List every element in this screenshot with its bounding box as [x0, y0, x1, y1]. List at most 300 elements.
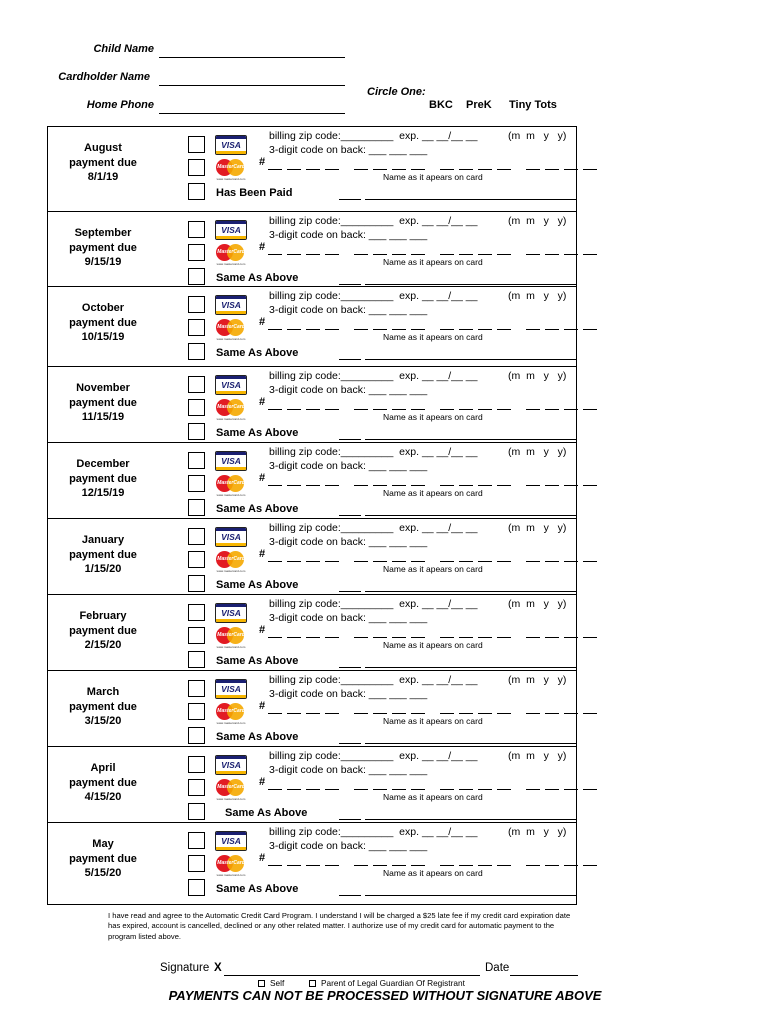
card-digit-blank[interactable]: [545, 713, 559, 714]
card-digit-blank[interactable]: [459, 561, 473, 562]
name-on-card-field[interactable]: [365, 591, 576, 592]
card-digit-blank[interactable]: [411, 329, 425, 330]
visa-checkbox[interactable]: [188, 680, 205, 697]
name-initial-blank[interactable]: [339, 284, 361, 285]
visa-text: VISA: [221, 760, 241, 770]
card-digit-blank[interactable]: [583, 254, 597, 255]
security-code-field[interactable]: 3-digit code on back: ___ ___ ___: [269, 229, 428, 241]
status-checkbox[interactable]: [188, 651, 205, 668]
name-initial-blank[interactable]: [339, 199, 361, 200]
security-code-field[interactable]: 3-digit code on back: ___ ___ ___: [269, 144, 428, 156]
card-digit-blank[interactable]: [354, 409, 368, 410]
signature-field[interactable]: [224, 975, 480, 976]
month-label: [48, 837, 158, 881]
payment-due-label: payment due: [69, 700, 137, 713]
card-digit-blank[interactable]: [306, 637, 320, 638]
status-checkbox[interactable]: [188, 423, 205, 440]
card-digit-blank[interactable]: [478, 637, 492, 638]
card-digit-blank[interactable]: [459, 169, 473, 170]
card-digit-blank[interactable]: [325, 713, 339, 714]
status-label: Same As Above: [216, 347, 299, 359]
card-digit-blank[interactable]: [545, 637, 559, 638]
billing-zip-exp-field[interactable]: billing zip code:_________ exp. __ __/__ __: [269, 750, 478, 762]
card-digit-blank[interactable]: [440, 254, 454, 255]
card-digit-blank[interactable]: [268, 637, 282, 638]
month-name: November: [76, 382, 130, 394]
card-digit-blank[interactable]: [459, 865, 473, 866]
card-digit-blank[interactable]: [497, 637, 511, 638]
card-digit-blank[interactable]: [354, 254, 368, 255]
name-initial-blank[interactable]: [339, 743, 361, 744]
card-digit-blank[interactable]: [564, 865, 578, 866]
due-date: 11/15/19: [81, 411, 125, 423]
card-digit-blank[interactable]: [459, 409, 473, 410]
card-digit-blank[interactable]: [440, 637, 454, 638]
mastercard-logo: [215, 398, 247, 420]
card-digit-blank[interactable]: [268, 329, 282, 330]
visa-checkbox[interactable]: [188, 452, 205, 469]
card-digit-blank[interactable]: [306, 713, 320, 714]
visa-checkbox[interactable]: [188, 604, 205, 621]
billing-zip-exp-field[interactable]: billing zip code:_________ exp. __ __/__ __: [269, 674, 478, 686]
mastercard-url: www.mastercard.com: [216, 645, 246, 649]
card-digit-blank[interactable]: [287, 329, 301, 330]
card-digit-blank[interactable]: [325, 329, 339, 330]
mastercard-checkbox[interactable]: [188, 855, 205, 872]
name-on-card-field[interactable]: [365, 284, 576, 285]
card-digit-blank[interactable]: [411, 409, 425, 410]
mastercard-checkbox[interactable]: [188, 779, 205, 796]
card-digit-blank[interactable]: [526, 789, 540, 790]
card-number-hash: #: [259, 776, 266, 788]
mastercard-url: www.mastercard.com: [216, 873, 246, 877]
card-digit-blank[interactable]: [545, 329, 559, 330]
card-digit-blank[interactable]: [287, 485, 301, 486]
card-digit-blank[interactable]: [306, 254, 320, 255]
date-field[interactable]: [510, 975, 578, 976]
name-on-card-field[interactable]: [365, 359, 576, 360]
card-digit-blank[interactable]: [392, 409, 406, 410]
card-digit-blank[interactable]: [354, 169, 368, 170]
card-digit-blank[interactable]: [354, 865, 368, 866]
card-digit-blank[interactable]: [325, 561, 339, 562]
card-digit-blank[interactable]: [411, 561, 425, 562]
card-digit-blank[interactable]: [497, 713, 511, 714]
billing-zip-exp-field[interactable]: billing zip code:_________ exp. __ __/__ __: [269, 446, 478, 458]
card-digit-blank[interactable]: [440, 789, 454, 790]
card-digit-blank[interactable]: [583, 409, 597, 410]
name-initial-blank[interactable]: [339, 667, 361, 668]
security-code-field[interactable]: 3-digit code on back: ___ ___ ___: [269, 460, 428, 472]
card-digit-blank[interactable]: [459, 713, 473, 714]
card-digit-blank[interactable]: [325, 637, 339, 638]
mastercard-checkbox[interactable]: [188, 244, 205, 261]
billing-zip-exp-field[interactable]: billing zip code:_________ exp. __ __/__ __: [269, 290, 478, 302]
card-digit-blank[interactable]: [411, 485, 425, 486]
visa-stripe: [216, 376, 246, 379]
billing-zip-exp-field[interactable]: billing zip code:_________ exp. __ __/__ __: [269, 370, 478, 382]
card-digit-blank[interactable]: [526, 865, 540, 866]
card-digit-blank[interactable]: [583, 637, 597, 638]
mastercard-checkbox[interactable]: [188, 551, 205, 568]
mastercard-text: MasterCard: [217, 632, 245, 638]
name-on-card-hint: Name as it apears on card: [383, 488, 483, 498]
payment-row: [48, 287, 576, 367]
payment-row: [48, 519, 576, 595]
card-digit-blank[interactable]: [373, 485, 387, 486]
card-digit-blank[interactable]: [583, 789, 597, 790]
card-digit-blank[interactable]: [526, 637, 540, 638]
status-checkbox[interactable]: [188, 343, 205, 360]
billing-zip-exp-field[interactable]: billing zip code:_________ exp. __ __/__ __: [269, 130, 478, 142]
status-checkbox[interactable]: [188, 499, 205, 516]
card-digit-blank[interactable]: [526, 485, 540, 486]
card-digit-blank[interactable]: [306, 409, 320, 410]
card-digit-blank[interactable]: [392, 329, 406, 330]
signature-label: Signature: [160, 962, 210, 974]
card-digit-blank[interactable]: [411, 169, 425, 170]
parent-checkbox[interactable]: [309, 980, 316, 987]
card-digit-blank[interactable]: [354, 329, 368, 330]
security-code-field[interactable]: 3-digit code on back: ___ ___ ___: [269, 840, 428, 852]
name-on-card-field[interactable]: [365, 743, 576, 744]
card-digit-blank[interactable]: [373, 713, 387, 714]
card-digit-blank[interactable]: [583, 865, 597, 866]
card-digit-blank[interactable]: [545, 789, 559, 790]
cardholder-name-field[interactable]: [159, 85, 345, 86]
card-digit-blank[interactable]: [440, 561, 454, 562]
visa-logo: [215, 603, 247, 623]
card-digit-blank[interactable]: [459, 485, 473, 486]
parent-option[interactable]: [309, 978, 465, 988]
billing-zip-exp-field[interactable]: billing zip code:_________ exp. __ __/__ __: [269, 598, 478, 610]
card-digit-blank[interactable]: [268, 713, 282, 714]
card-digit-blank[interactable]: [497, 254, 511, 255]
card-digit-blank[interactable]: [545, 485, 559, 486]
card-digit-blank[interactable]: [440, 865, 454, 866]
mastercard-checkbox[interactable]: [188, 159, 205, 176]
payment-row: [48, 671, 576, 747]
visa-checkbox[interactable]: [188, 528, 205, 545]
month-label: [48, 609, 158, 653]
visa-checkbox[interactable]: [188, 221, 205, 238]
card-digit-blank[interactable]: [564, 329, 578, 330]
card-digit-blank[interactable]: [268, 169, 282, 170]
card-digit-blank[interactable]: [497, 485, 511, 486]
card-digit-blank[interactable]: [392, 169, 406, 170]
visa-stripe: [216, 847, 246, 850]
card-digit-blank[interactable]: [478, 865, 492, 866]
card-digit-blank[interactable]: [440, 713, 454, 714]
card-digit-blank[interactable]: [411, 254, 425, 255]
status-checkbox[interactable]: [188, 575, 205, 592]
self-option[interactable]: [258, 978, 284, 988]
card-digit-blank[interactable]: [497, 329, 511, 330]
due-date: 10/15/19: [81, 331, 125, 343]
payment-due-label: payment due: [69, 396, 137, 409]
card-digit-blank[interactable]: [325, 409, 339, 410]
visa-checkbox[interactable]: [188, 136, 205, 153]
child-name-field[interactable]: [159, 57, 345, 58]
name-on-card-field[interactable]: [365, 515, 576, 516]
status-checkbox[interactable]: [188, 803, 205, 820]
signature-x-mark: X: [214, 962, 222, 974]
name-initial-blank[interactable]: [339, 359, 361, 360]
agreement-text: I have read and agree to the Automatic Credit Card Program. I understand I will be charged a $25 late fee if my credit card expiration date has expired, account is cancelled, declined or any other related matter. I authorize use of my credit card for automatic payment to the program listed above.: [108, 911, 571, 941]
card-digit-blank[interactable]: [440, 169, 454, 170]
status-checkbox[interactable]: [188, 879, 205, 896]
payment-row: [48, 127, 576, 212]
mastercard-checkbox[interactable]: [188, 627, 205, 644]
mastercard-url: www.mastercard.com: [216, 721, 246, 725]
security-code-field[interactable]: 3-digit code on back: ___ ___ ___: [269, 536, 428, 548]
card-digit-blank[interactable]: [545, 254, 559, 255]
card-digit-blank[interactable]: [526, 254, 540, 255]
card-digit-blank[interactable]: [373, 561, 387, 562]
card-digit-blank[interactable]: [354, 789, 368, 790]
security-code-field[interactable]: 3-digit code on back: ___ ___ ___: [269, 688, 428, 700]
name-initial-blank[interactable]: [339, 819, 361, 820]
card-digit-blank[interactable]: [373, 637, 387, 638]
card-digit-blank[interactable]: [526, 329, 540, 330]
card-digit-blank[interactable]: [287, 561, 301, 562]
card-digit-blank[interactable]: [354, 713, 368, 714]
card-digit-blank[interactable]: [306, 329, 320, 330]
payment-row: [48, 747, 576, 823]
name-initial-blank[interactable]: [339, 515, 361, 516]
name-on-card-field[interactable]: [365, 199, 576, 200]
due-date: 2/15/20: [84, 639, 122, 651]
card-digit-blank[interactable]: [392, 637, 406, 638]
card-digit-blank[interactable]: [440, 485, 454, 486]
payment-due-label: payment due: [69, 316, 137, 329]
card-digit-blank[interactable]: [526, 409, 540, 410]
visa-checkbox[interactable]: [188, 296, 205, 313]
mastercard-url: www.mastercard.com: [216, 569, 246, 573]
card-digit-blank[interactable]: [268, 789, 282, 790]
date-format-hint: (m m y y): [508, 215, 567, 227]
card-digit-blank[interactable]: [564, 561, 578, 562]
card-digit-blank[interactable]: [459, 637, 473, 638]
card-digit-blank[interactable]: [354, 637, 368, 638]
card-digit-blank[interactable]: [325, 789, 339, 790]
card-digit-blank[interactable]: [411, 713, 425, 714]
card-digit-blank[interactable]: [478, 329, 492, 330]
name-on-card-field[interactable]: [365, 895, 576, 896]
card-digit-blank[interactable]: [526, 713, 540, 714]
card-digit-blank[interactable]: [583, 329, 597, 330]
visa-text: VISA: [221, 532, 241, 542]
card-digit-blank[interactable]: [325, 485, 339, 486]
status-checkbox[interactable]: [188, 727, 205, 744]
card-digit-blank[interactable]: [287, 637, 301, 638]
card-digit-blank[interactable]: [287, 713, 301, 714]
card-digit-blank[interactable]: [583, 485, 597, 486]
card-digit-blank[interactable]: [545, 169, 559, 170]
payment-row: [48, 595, 576, 671]
card-digit-blank[interactable]: [564, 789, 578, 790]
mastercard-text: MasterCard: [217, 556, 245, 562]
card-digit-blank[interactable]: [564, 254, 578, 255]
visa-checkbox[interactable]: [188, 832, 205, 849]
name-initial-blank[interactable]: [339, 439, 361, 440]
month-label: [48, 457, 158, 501]
visa-logo: [215, 831, 247, 851]
card-digit-blank[interactable]: [564, 409, 578, 410]
visa-stripe: [216, 151, 246, 154]
name-initial-blank[interactable]: [339, 591, 361, 592]
mastercard-text: MasterCard: [217, 708, 245, 714]
security-code-field[interactable]: 3-digit code on back: ___ ___ ___: [269, 612, 428, 624]
card-digit-blank[interactable]: [373, 789, 387, 790]
card-digit-blank[interactable]: [545, 409, 559, 410]
card-digit-blank[interactable]: [392, 561, 406, 562]
option-tiny-tots[interactable]: Tiny Tots: [509, 99, 557, 111]
visa-logo: [215, 527, 247, 547]
mastercard-logo: [215, 474, 247, 496]
visa-text: VISA: [221, 684, 241, 694]
card-digit-blank[interactable]: [373, 169, 387, 170]
card-digit-blank[interactable]: [459, 254, 473, 255]
card-digit-blank[interactable]: [268, 865, 282, 866]
card-digit-blank[interactable]: [392, 713, 406, 714]
visa-checkbox[interactable]: [188, 376, 205, 393]
name-on-card-field[interactable]: [365, 439, 576, 440]
visa-checkbox[interactable]: [188, 756, 205, 773]
card-digit-blank[interactable]: [287, 789, 301, 790]
payment-schedule-table: [47, 126, 577, 905]
card-digit-blank[interactable]: [583, 561, 597, 562]
card-digit-blank[interactable]: [325, 254, 339, 255]
card-digit-blank[interactable]: [545, 561, 559, 562]
card-digit-blank[interactable]: [325, 169, 339, 170]
billing-zip-exp-field[interactable]: billing zip code:_________ exp. __ __/__ __: [269, 826, 478, 838]
card-digit-blank[interactable]: [478, 485, 492, 486]
card-digit-blank[interactable]: [392, 789, 406, 790]
visa-logo: [215, 755, 247, 775]
card-digit-blank[interactable]: [459, 329, 473, 330]
card-digit-blank[interactable]: [306, 789, 320, 790]
card-digit-blank[interactable]: [545, 865, 559, 866]
card-digit-blank[interactable]: [392, 865, 406, 866]
status-label: Same As Above: [216, 579, 299, 591]
card-digit-blank[interactable]: [583, 169, 597, 170]
mastercard-text: MasterCard: [217, 784, 245, 790]
card-digit-blank[interactable]: [306, 485, 320, 486]
card-digit-blank[interactable]: [268, 254, 282, 255]
card-digit-blank[interactable]: [411, 865, 425, 866]
card-digit-blank[interactable]: [373, 865, 387, 866]
mastercard-url: www.mastercard.com: [216, 797, 246, 801]
card-digit-blank[interactable]: [497, 865, 511, 866]
card-digit-blank[interactable]: [392, 485, 406, 486]
card-digit-blank[interactable]: [268, 485, 282, 486]
card-digit-blank[interactable]: [526, 561, 540, 562]
card-digit-blank[interactable]: [287, 865, 301, 866]
status-checkbox[interactable]: [188, 268, 205, 285]
card-digit-blank[interactable]: [287, 169, 301, 170]
mastercard-checkbox[interactable]: [188, 319, 205, 336]
card-digit-blank[interactable]: [373, 329, 387, 330]
security-code-field[interactable]: 3-digit code on back: ___ ___ ___: [269, 304, 428, 316]
name-initial-blank[interactable]: [339, 895, 361, 896]
card-digit-blank[interactable]: [440, 409, 454, 410]
due-date: 4/15/20: [84, 791, 122, 803]
card-digit-blank[interactable]: [583, 713, 597, 714]
card-digit-blank[interactable]: [411, 789, 425, 790]
mastercard-checkbox[interactable]: [188, 703, 205, 720]
month-name: April: [90, 762, 116, 774]
status-label: Same As Above: [225, 807, 308, 819]
security-code-field[interactable]: 3-digit code on back: ___ ___ ___: [269, 384, 428, 396]
card-digit-blank[interactable]: [325, 865, 339, 866]
card-digit-blank[interactable]: [411, 637, 425, 638]
card-digit-blank[interactable]: [306, 561, 320, 562]
visa-logo: [215, 220, 247, 240]
billing-zip-exp-field[interactable]: billing zip code:_________ exp. __ __/__ __: [269, 522, 478, 534]
home-phone-field[interactable]: [159, 113, 345, 114]
card-digit-blank[interactable]: [440, 329, 454, 330]
card-digit-blank[interactable]: [478, 409, 492, 410]
name-on-card-field[interactable]: [365, 819, 576, 820]
card-digit-blank[interactable]: [564, 169, 578, 170]
card-digit-blank[interactable]: [497, 561, 511, 562]
month-label: [48, 141, 158, 185]
visa-stripe: [216, 756, 246, 759]
card-digit-blank[interactable]: [478, 254, 492, 255]
payment-due-label: payment due: [69, 548, 137, 561]
self-checkbox[interactable]: [258, 980, 265, 987]
mastercard-url: www.mastercard.com: [216, 262, 246, 266]
card-digit-blank[interactable]: [306, 865, 320, 866]
name-on-card-field[interactable]: [365, 667, 576, 668]
card-digit-blank[interactable]: [478, 713, 492, 714]
option-prek[interactable]: PreK: [466, 99, 492, 111]
card-digit-blank[interactable]: [564, 485, 578, 486]
option-bkc[interactable]: BKC: [429, 99, 453, 111]
card-digit-blank[interactable]: [268, 409, 282, 410]
card-digit-blank[interactable]: [306, 169, 320, 170]
card-digit-blank[interactable]: [392, 254, 406, 255]
card-digit-blank[interactable]: [564, 713, 578, 714]
card-digit-blank[interactable]: [497, 789, 511, 790]
card-digit-blank[interactable]: [478, 169, 492, 170]
mastercard-checkbox[interactable]: [188, 399, 205, 416]
mastercard-checkbox[interactable]: [188, 475, 205, 492]
security-code-field[interactable]: 3-digit code on back: ___ ___ ___: [269, 764, 428, 776]
card-digit-blank[interactable]: [287, 254, 301, 255]
card-digit-blank[interactable]: [459, 789, 473, 790]
card-digit-blank[interactable]: [497, 409, 511, 410]
card-number-hash: #: [259, 156, 266, 168]
card-digit-blank[interactable]: [354, 485, 368, 486]
status-checkbox[interactable]: [188, 183, 205, 200]
month-name: March: [86, 686, 120, 698]
card-number-hash: #: [259, 548, 266, 560]
billing-zip-exp-field[interactable]: billing zip code:_________ exp. __ __/__ __: [269, 215, 478, 227]
card-digit-blank[interactable]: [354, 561, 368, 562]
card-digit-blank[interactable]: [497, 169, 511, 170]
card-digit-blank[interactable]: [478, 789, 492, 790]
card-digit-blank[interactable]: [373, 254, 387, 255]
card-digit-blank[interactable]: [373, 409, 387, 410]
card-digit-blank[interactable]: [526, 169, 540, 170]
card-digit-blank[interactable]: [268, 561, 282, 562]
visa-text: VISA: [221, 140, 241, 150]
card-digit-blank[interactable]: [564, 637, 578, 638]
card-digit-blank[interactable]: [478, 561, 492, 562]
card-digit-blank[interactable]: [287, 409, 301, 410]
